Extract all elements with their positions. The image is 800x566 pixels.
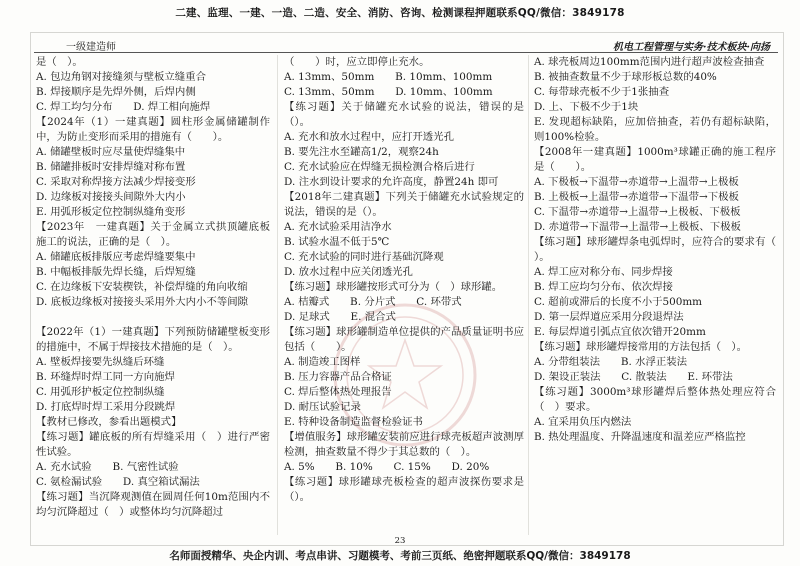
section-title: 机电工程管理与实务·技术板块·向扬 xyxy=(613,42,770,53)
answer-option: A. 分带组装法 B. 水浮正装法 xyxy=(534,356,688,368)
answer-option: C. 充水试验的同时进行基础沉降观 xyxy=(284,251,444,263)
question-stem: 【练习题】关于储罐充水试验的说法，错误的是（）。 xyxy=(284,101,524,128)
answer-option: B. 被抽查数量不少于球形板总数的40% xyxy=(534,71,717,83)
answer-option: D. 第一层焊道应采用分段退焊法 xyxy=(534,311,684,323)
answer-option: A. 下极板→下温带→赤道带→上温带→上极板 xyxy=(534,176,739,188)
left-column xyxy=(36,55,270,535)
answer-option: A. 包边角钢对接缝须与壁板立缝重合 xyxy=(36,71,206,83)
answer-option: C. 13mm、50mm D. 10mm、100mm xyxy=(284,86,493,98)
answer-option: A. 制造竣工图样 xyxy=(284,356,361,368)
answer-option: A. 储罐底板排版应考虑焊缝要集中 xyxy=(36,251,196,263)
question-stem: 【2018年二建真题】下列关于储罐充水试验规定的说法，错误的是（）。 xyxy=(284,191,524,218)
answer-option: B. 热处理温度、升降温速度和温差应严格监控 xyxy=(534,431,746,443)
question-stem: 【练习题】罐底板的所有焊缝采用（ ）进行严密性试验。 xyxy=(36,431,270,458)
continuation-text: 是（ ）。 xyxy=(36,56,83,68)
top-contact-banner: 二建、监理、一建、一造、二造、安全、消防、咨询、检测课程押题联系QQ/微信：3849178 xyxy=(175,7,625,19)
answer-option: A. 13mm、50mm B. 10mm、100mm xyxy=(284,71,493,83)
book-title: 一级建造师 xyxy=(66,42,116,53)
answer-option: B. 中幅板排版先焊长缝，后焊短缝 xyxy=(36,266,196,278)
answer-option: C. 采取对称焊接方法减少焊接变形 xyxy=(36,176,196,188)
answer-option: A. 壁板焊接要先纵缝后环缝 xyxy=(36,356,165,368)
answer-option: B. 压力容器产品合格证 xyxy=(284,371,392,383)
answer-option: D. 赤道带→下温带→上温带→上极板、下极板 xyxy=(534,221,741,233)
answer-option: E. 特种设备制造监督检验证书 xyxy=(284,416,423,428)
middle-column xyxy=(284,55,524,535)
answer-option: D. 上、下极不少于1块 xyxy=(534,101,639,113)
page-number: 23 xyxy=(394,536,406,546)
header-divider xyxy=(34,52,778,53)
answer-option: E. 用弧形板定位控制纵缝角变形 xyxy=(36,206,186,218)
answer-option: C. 氨检漏试验 D. 真空箱试漏法 xyxy=(36,476,200,488)
answer-option: C. 在边缘板下安装楔铁，补偿焊缝的角向收缩 xyxy=(36,281,248,293)
answer-option: A. 充水试验采用洁净水 xyxy=(284,221,392,233)
column-divider-left xyxy=(277,55,278,535)
answer-option: E. 发现超标缺陷，应加倍抽查，若仍有超标缺陷，则100%检验。 xyxy=(534,116,776,143)
question-stem: 【2008年一建真题】1000m³球罐正确的施工程序是（ ）。 xyxy=(534,146,776,173)
editorial-note: 【教材已修改，参看出题模式】 xyxy=(36,416,182,428)
answer-option: D. 架设正装法 C. 散装法 E. 环带法 xyxy=(534,371,733,383)
answer-option: D. 打底焊时焊工采用分段跳焊 xyxy=(36,401,176,413)
continuation-text: （ ）时，应立即停止充水。 xyxy=(284,56,430,68)
answer-option: D. 底板边缘板对接接头采用外大内小不等间隙 xyxy=(36,296,248,308)
answer-option: C. 下温带→赤道带→上温带→上极板、下极板 xyxy=(534,206,741,218)
answer-option: B. 上极板→上温带→赤道带→下温带→下极板 xyxy=(534,191,739,203)
answer-option: A. 桔瓣式 B. 分片式 C. 环带式 xyxy=(284,296,462,308)
answer-option: C. 焊后整体热处理报告 xyxy=(284,386,392,398)
answer-option: A. 充水试验 B. 气密性试验 xyxy=(36,461,179,473)
answer-option: B. 试验水温不低于5℃ xyxy=(284,236,390,248)
answer-option: C. 充水试验应在焊缝无损检测合格后进行 xyxy=(284,161,475,173)
right-column xyxy=(534,55,797,535)
answer-option: C. 用弧形护板定位控制纵缝 xyxy=(36,386,165,398)
answer-option: B. 储罐排板时安排焊缝对称布置 xyxy=(36,161,186,173)
answer-option: A. 球壳板周边100mm范围内进行超声波检查抽查 xyxy=(534,56,765,68)
question-stem: 【2023年 一建真题】关于金属立式拱顶罐底板施工的说法，正确的是（ ）。 xyxy=(36,221,270,248)
answer-option: A. 储罐壁板时应尽量使焊缝集中 xyxy=(36,146,186,158)
question-stem: 【练习题】球形罐焊条电弧焊时，应符合的要求有（ ）。 xyxy=(534,236,797,263)
footer-contact-banner: 名师面授精华、央企内训、考点串讲、习题模考、考前三页纸、绝密押题联系QQ/微信：3849178 xyxy=(169,550,631,562)
question-stem: 【增值服务】球形罐安装前应进行球壳板超声波测厚检测，抽查数量不得少于其总数的（ ）。 xyxy=(284,431,524,458)
question-stem: 【练习题】球形罐焊接常用的方法包括（ ）。 xyxy=(534,341,748,353)
question-stem: 【练习题】球形罐按形式可分为（ ）球形罐。 xyxy=(284,281,503,293)
answer-option: A. 充水和放水过程中，应打开透光孔 xyxy=(284,131,454,143)
answer-option: B. 焊接顺序是先焊外侧，后焊内侧 xyxy=(36,86,196,98)
question-stem: 【练习题】球形罐制造单位提供的产品质量证明书应包括（ ）。 xyxy=(284,326,524,353)
answer-option: D. 放水过程中应关闭透光孔 xyxy=(284,266,413,278)
answer-option: A. 焊工应对称分布、同步焊接 xyxy=(534,266,673,278)
answer-option: C. 每带球壳板不少于1张抽查 xyxy=(534,86,670,98)
answer-option: A. 宜采用负压内燃法 xyxy=(534,416,632,428)
column-divider-right xyxy=(528,55,529,535)
question-stem: 【2024年（1）一建真题】圆柱形金属储罐制作中，为防止变形而采用的措施有（ ）。 xyxy=(36,116,270,143)
answer-option: D. 注水到设计要求的允许高度，静置24h 即可 xyxy=(284,176,499,188)
answer-option: B. 环缝焊时焊工同一方向施焊 xyxy=(36,371,175,383)
answer-option: A. 5% B. 10% C. 15% D. 20% xyxy=(284,461,490,473)
answer-option: D. 耐压试验记录 xyxy=(284,401,361,413)
question-stem: 【2022年（1）一建真题】下列预防储罐壁板变形的措施中，不属于焊接技术措施的是（ ）。 xyxy=(36,326,270,353)
question-stem: 【练习题】当沉降观测值在圆周任何10m范围内不均匀沉降超过（ ）或整体均匀沉降超过 xyxy=(36,491,270,518)
answer-option: C. 超前或滞后的长度不小于500mm xyxy=(534,296,703,308)
answer-option: D. 边缘板对接接头间隙外大内小 xyxy=(36,191,186,203)
answer-option: B. 要先注水至罐高1/2，观察24h xyxy=(284,146,439,158)
answer-option: C. 焊工均匀分布 D. 焊工相向施焊 xyxy=(36,101,211,113)
answer-option: B. 焊工应均匀分布、依次焊接 xyxy=(534,281,673,293)
answer-option: E. 每层焊道引弧点宜依次错开20mm xyxy=(534,326,706,338)
question-stem: 【练习题】3000m³球形罐焊后整体热处理应符合（ ）要求。 xyxy=(534,386,776,413)
question-stem: 【练习题】球形罐球壳板检查的超声波探伤要求是（）。 xyxy=(284,476,524,503)
answer-option: D. 足球式 E. 混合式 xyxy=(284,311,396,323)
